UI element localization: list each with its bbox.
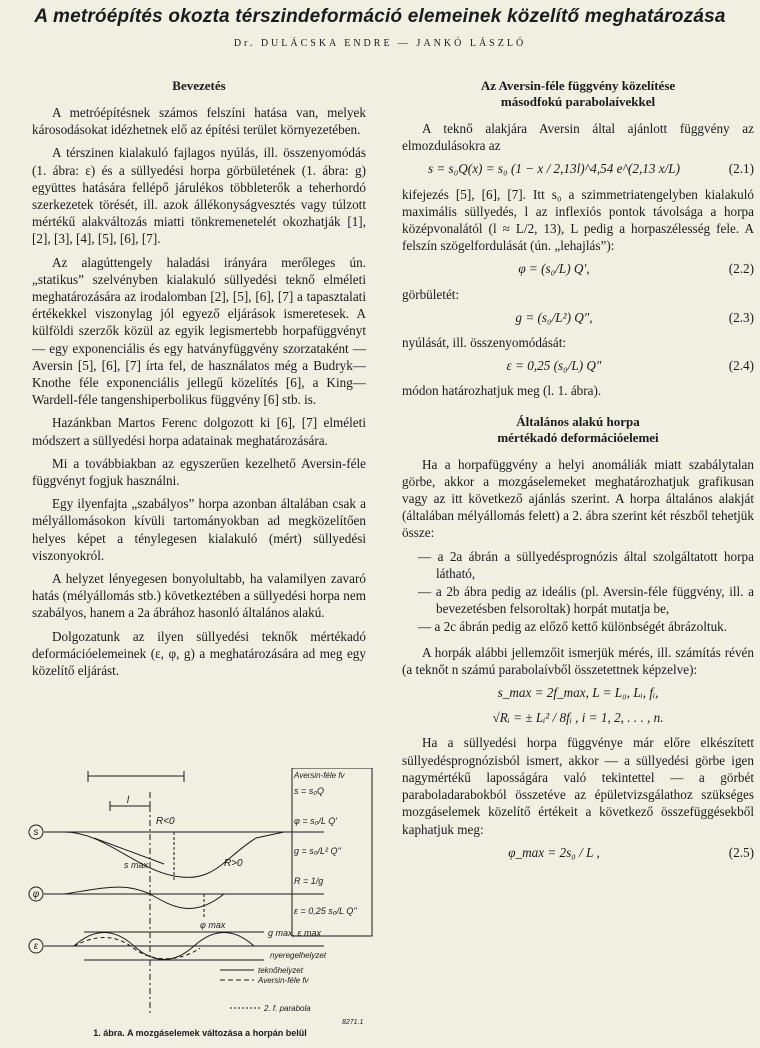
paragraph: Az alagúttengely haladási irányára merőleges ún. „statikus” szelvényben kialakuló süllyedési teknő elméleti meghatározására az irodalomban [2], [5], [6], [7] a tapasztalati értékekkel viszonylag jól egyező eljárások ismeretesek. A külföldi szerzők közül az egyik legismertebb horpafüggvényt — egy exponenciális és egy hatványfüggvény szorzataként — Aversin [5], [6], [7] írta fel, de használatos még a Budryk—Knothe féle exponenciális jellegű közelítés [6], a King—Wardell-féle tangenshiperbolikus függvény [6] stb. is. bbox=[32, 254, 366, 408]
article-title: A metróépítés okozta térszindeformáció elemeinek közelítő meghatározása bbox=[34, 6, 726, 27]
paragraph: kifejezés [5], [6], [7]. Itt s₀ a szimmetriatengelyben kialakuló maximális süllyedés, l az inflexiós pontok távolsága a horpa középvonalától (l ≈ L/2, 13), L pedig a horpaszélesség fele. A felszín szögelfordulását (ún. „lehajlás”): bbox=[402, 186, 754, 254]
box-line-2: s = s₀Q bbox=[294, 786, 325, 796]
dimension-l: l bbox=[126, 795, 130, 806]
box-line-3: φ = s₀/L Q' bbox=[294, 816, 337, 826]
paragraph: görbületét: bbox=[402, 286, 460, 302]
equation-body: s_max = 2f_max, L = L₀, Lᵢ, fᵢ, bbox=[497, 685, 659, 701]
legend-nyeregelhelyzet: nyeregelhelyzet bbox=[270, 951, 327, 960]
paragraph: Ha a süllyedési horpa függvénye már előre elkészített süllyedésprognózisból ismert, akkor — a süllyedési görbe igen nagymértékű laposságára való tekintettel — a görbét paraboladarabokból összetéve az épületvizsgálathoz szükséges mozgáselemek közelítő értékeit a következő összefüggésekből kaphatjuk meg: bbox=[402, 735, 754, 837]
label-r-positive: R>0 bbox=[224, 858, 243, 869]
paragraph: Mi a továbbiakban az egyszerűen kezelhető Aversin-féle függvényt fogjuk használni. bbox=[32, 455, 366, 489]
paragraph: Egy ilyenfajta „szabályos” horpa azonban általában csak a mélyállomásokon kívüli tartományokban ad megközelítően helyes képet a ténylegesen kialakuló (mért) süllyedési viszonyokról. bbox=[32, 496, 366, 563]
equation-body: φ_max = 2s₀ / L , bbox=[508, 844, 600, 860]
paragraph: A metróépítésnek számos felszíni hatása van, melyek károsodásokat idézhetnek elő az építési terület környezetében. bbox=[32, 105, 366, 138]
article-authors: Dr. DULÁCSKA ENDRE — JANKÓ LÁSZLÓ bbox=[233, 38, 527, 49]
paragraph: A horpák alábbi jellemzőit ismerjük mérés, ill. számítás révén (a teknőt n számú parabolaívből összetettnek képzelve): bbox=[402, 644, 754, 677]
equation-2-2 bbox=[402, 260, 754, 277]
legend-aversin-fv: Aversin-féle fv bbox=[258, 976, 309, 985]
paragraph: nyúlását, ill. összenyomódását: bbox=[402, 335, 567, 351]
equation-number: (2.3) bbox=[728, 309, 754, 325]
equation-number: (2.2) bbox=[728, 261, 754, 277]
section-heading-general-line1: Általános alakú horpa bbox=[516, 413, 640, 429]
label-smax: s max bbox=[124, 860, 149, 870]
equation-number: (2.5) bbox=[728, 844, 754, 860]
equation-body: g = (s₀/L²) Q″, bbox=[515, 309, 593, 325]
list-item: — a 2c ábrán pedig az előző kettő különbségét ábrázoltuk. bbox=[418, 619, 728, 635]
equation-body: ε = 0,25 (s₀/L) Q″ bbox=[506, 358, 602, 374]
equation-2-3 bbox=[402, 309, 754, 326]
paragraph: A teknő alakjára Aversin által ajánlott függvény az elmozdulásokra az bbox=[402, 121, 754, 154]
box-line-6: ε = 0,25 s₀/L Q'' bbox=[294, 906, 357, 916]
box-line-5: R = 1/g bbox=[294, 876, 324, 886]
equation-body: φ = (s₀/L) Q′, bbox=[518, 261, 590, 277]
list-item: — a 2a ábrán a süllyedésprognózis által szolgáltatott horpa látható, bbox=[418, 548, 754, 581]
section-heading-general bbox=[402, 414, 754, 446]
figure-1-caption: 1. ábra. A mozgáselemek változása a horpán belül bbox=[93, 1028, 307, 1038]
equation-2-5 bbox=[402, 844, 754, 861]
section-heading-aversin-line2: másodfokú parabolaívekkel bbox=[500, 94, 656, 109]
equation-2-4 bbox=[402, 357, 754, 374]
paragraph: A térszinen kialakuló fajlagos nyúlás, ill. összenyomódás (1. ábra: ε) és a süllyedési horpa görbületének (1. ábra: g) együttes hatására fellépő járulékos többleterők a teherhordó szerkezetek törését, ill. azok állékonyságvesztés vagy túlzott mértékű alakváltozás miatti tönkremenetelét okozhatják [1], [2], [3], [4], [5], [6], [7]. bbox=[32, 145, 366, 247]
section-heading-general-line2: mértékadó deformációelemei bbox=[497, 429, 659, 445]
circle-label-eps: ε bbox=[33, 941, 39, 952]
equation-body: s = s₀Q(x) = s₀ (1 − x / 2,13l)^4,54 e^(2,13 x/L) bbox=[427, 161, 681, 177]
section-heading-aversin bbox=[402, 78, 754, 110]
equation-2-1 bbox=[402, 160, 754, 177]
figure-1-diagram bbox=[24, 768, 374, 1028]
label-phimax: φ max bbox=[200, 920, 226, 930]
figure-1 bbox=[24, 768, 374, 1036]
box-line-1: Aversin-féle fv bbox=[294, 771, 345, 780]
list-item: — a 2b ábra pedig az ideális (pl. Aversin-féle függvény, ill. a bevezetésben felsoroltak) horpát mutatja be, bbox=[418, 584, 754, 617]
right-column bbox=[402, 78, 754, 869]
equation-radius bbox=[402, 709, 754, 726]
box-line-4: g = s₀/L² Q'' bbox=[294, 846, 341, 856]
section-heading-aversin-line1: Az Aversin-féle függvény közelítése bbox=[480, 78, 676, 93]
left-column bbox=[32, 78, 366, 685]
label-r-negative: R<0 bbox=[156, 816, 175, 827]
label-gmax-epsmax: g max, ε max bbox=[268, 928, 321, 938]
legend-parabola: 2. f. parabola bbox=[264, 1004, 311, 1013]
paragraph: módon határozhatjuk meg (l. 1. ábra). bbox=[402, 383, 602, 399]
figure-2-list bbox=[402, 548, 754, 636]
circle-label-s: s bbox=[33, 827, 39, 838]
section-heading-introduction: Bevezetés bbox=[172, 78, 226, 93]
paragraph: Dolgozatunk az ilyen süllyedési teknők mértékadó deformációelemeinek (ε, φ, g) a meghatározására ad meg egy közelítő eljárást. bbox=[32, 628, 366, 679]
circle-label-phi: φ bbox=[32, 889, 40, 900]
equation-body: √Rᵢ = ± Lᵢ² / 8fᵢ , i = 1, 2, . . . , n. bbox=[492, 710, 664, 726]
figure-stamp: 8271.1 bbox=[342, 1019, 364, 1026]
paragraph: Ha a horpafüggvény a helyi anomáliák miatt szabálytalan görbe, akkor a mozgáselemeket meghatározhatjuk grafikusan vagy az itt következő ajánlás szerint. A horpa általános alakját (általában mélyállomás felett) a 2. ábra szerint két részből tehetjük össze: bbox=[402, 456, 754, 541]
equation-number: (2.4) bbox=[728, 358, 754, 374]
legend-teknohelyzet: teknőhelyzet bbox=[258, 966, 303, 975]
equation-number: (2.1) bbox=[728, 161, 754, 177]
paragraph: A helyzet lényegesen bonyolultabb, ha valamilyen zavaró hatás (mélyállomás stb.) következtében a süllyedési horpa nem szabályos, hanem a 2a ábrához hasonló általános alakú. bbox=[32, 571, 366, 621]
paragraph: Hazánkban Martos Ferenc dolgozott ki [6], [7] elméleti módszert a süllyedési horpa adatainak meghatározására. bbox=[32, 415, 366, 448]
equation-smax bbox=[402, 684, 754, 701]
